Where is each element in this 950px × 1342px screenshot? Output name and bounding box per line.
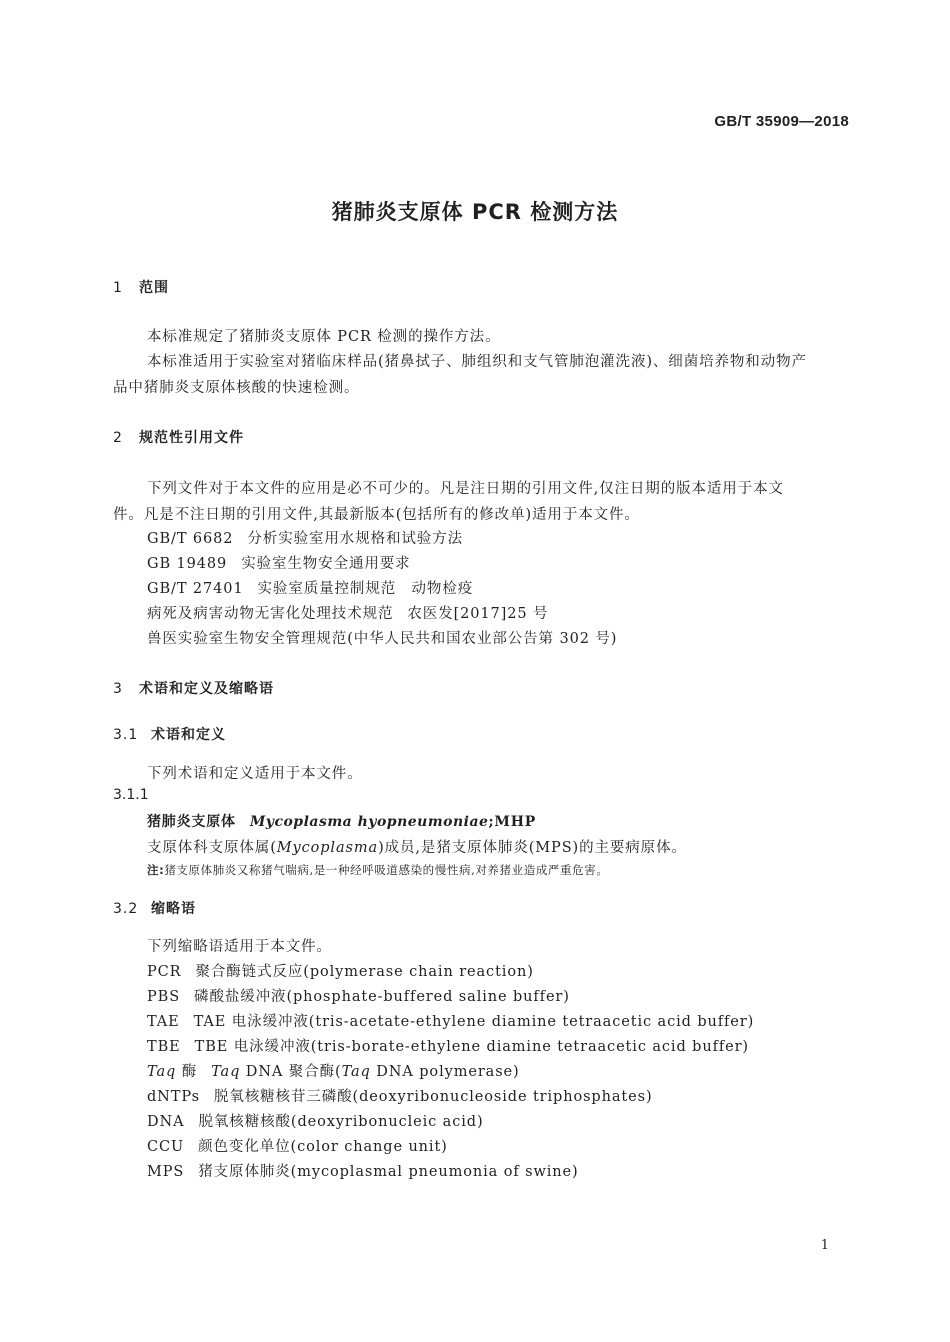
reference-item — [147, 552, 411, 573]
section-number: 3.1 — [113, 727, 139, 743]
abbreviation-text: DNA 聚合酶( — [240, 1064, 342, 1080]
term-english: Mycoplasma hyopneumoniae — [249, 814, 489, 830]
term-entry — [147, 811, 536, 831]
abbreviation-text: TBE 电泳缓冲液(tris-borate-ethylene diamine tetraacetic acid buffer) — [194, 1039, 749, 1055]
s2-paragraph-line-2: 件。凡是不注日期的引用文件,其最新版本(包括所有的修改单)适用于本文件。 — [113, 507, 640, 523]
section-title: 范围 — [139, 280, 169, 296]
abbreviation-text: DNA polymerase) — [370, 1064, 520, 1080]
abbreviation-text: 磷酸盐缓冲液(phosphate-buffered saline buffer) — [194, 989, 570, 1005]
definition-text: )成员,是猪支原体肺炎(MPS)的主要病原体。 — [378, 840, 687, 856]
standard-code: GB/T 35909—2018 — [714, 113, 849, 130]
term-note — [147, 862, 608, 878]
section-3-heading — [113, 678, 274, 698]
abbreviation-item — [147, 960, 534, 981]
abbreviation-key: TAE — [147, 1014, 180, 1030]
definition-text: 支原体科支原体属( — [147, 840, 277, 856]
section-title: 术语和定义 — [151, 727, 226, 743]
s1-paragraph-2-line-2: 品中猪肺炎支原体核酸的快速检测。 — [113, 380, 360, 396]
term-abbreviation: ;MHP — [488, 814, 537, 830]
reference-title: 实验室质量控制规范 动物检疫 — [257, 581, 474, 597]
section-number: 3 — [113, 681, 123, 697]
abbreviation-text: 脱氧核糖核酸(deoxyribonucleic acid) — [198, 1114, 484, 1130]
section-3-2-heading — [113, 898, 196, 918]
section-1-heading — [113, 277, 169, 297]
s31-intro: 下列术语和定义适用于本文件。 — [147, 766, 363, 782]
definition-genus: Mycoplasma — [276, 840, 379, 856]
section-number: 3.2 — [113, 901, 139, 917]
abbreviation-text: 猪支原体肺炎(mycoplasmal pneumonia of swine) — [198, 1164, 579, 1180]
abbreviation-key: MPS — [147, 1164, 185, 1180]
abbreviation-item — [147, 1110, 484, 1131]
abbreviation-key: dNTPs — [147, 1089, 200, 1105]
reference-title: 实验室生物安全通用要求 — [241, 556, 411, 572]
abbreviation-item — [147, 1010, 754, 1031]
reference-item — [147, 602, 548, 623]
term-chinese: 猪肺炎支原体 — [147, 814, 236, 830]
reference-item — [147, 527, 463, 548]
section-2-heading — [113, 427, 244, 447]
reference-code: 病死及病害动物无害化处理技术规范 — [147, 606, 394, 622]
s1-paragraph-2-line-1: 本标准适用于实验室对猪临床样品(猪鼻拭子、肺组织和支气管肺泡灌洗液)、细菌培养物和动物产 — [147, 354, 807, 370]
note-text: 猪支原体肺炎又称猪气喘病,是一种经呼吸道感染的慢性病,对养猪业造成严重危害。 — [164, 863, 609, 877]
section-title: 规范性引用文件 — [139, 430, 244, 446]
section-3-1-heading — [113, 724, 226, 744]
abbreviation-text-italic: Taq — [211, 1064, 241, 1080]
abbreviation-text: 聚合酶链式反应(polymerase chain reaction) — [195, 964, 534, 980]
abbreviation-text: TAE 电泳缓冲液(tris-acetate-ethylene diamine tetraacetic acid buffer) — [193, 1014, 755, 1030]
reference-item — [147, 577, 473, 598]
section-title: 术语和定义及缩略语 — [139, 681, 274, 697]
abbreviation-item — [147, 1135, 448, 1156]
abbreviation-text: 颜色变化单位(color change unit) — [198, 1139, 448, 1155]
reference-code: GB 19489 — [147, 556, 228, 572]
reference-title: 农医发[2017]25 号 — [407, 606, 549, 622]
abbreviation-item — [147, 1060, 520, 1081]
abbreviation-key-suffix: 酶 — [176, 1064, 198, 1080]
section-3-1-1-number: 3.1.1 — [113, 787, 149, 803]
term-definition — [147, 836, 687, 857]
reference-code: GB/T 6682 — [147, 531, 234, 547]
section-number: 2 — [113, 430, 123, 446]
abbreviation-item — [147, 1160, 579, 1181]
reference-code: 兽医实验室生物安全管理规范(中华人民共和国农业部公告第 302 号) — [147, 631, 618, 647]
section-number: 1 — [113, 280, 123, 296]
reference-item — [147, 627, 617, 648]
abbreviation-key: DNA — [147, 1114, 185, 1130]
reference-code: GB/T 27401 — [147, 581, 244, 597]
abbreviation-key: TBE — [147, 1039, 181, 1055]
s2-paragraph-line-1: 下列文件对于本文件的应用是必不可少的。凡是注日期的引用文件,仅注日期的版本适用于本文 — [147, 481, 784, 497]
page-number: 1 — [820, 1238, 829, 1253]
section-title: 缩略语 — [151, 901, 196, 917]
reference-title: 分析实验室用水规格和试验方法 — [247, 531, 464, 547]
abbreviation-key: PCR — [147, 964, 182, 980]
abbreviation-item — [147, 1085, 653, 1106]
abbreviation-key: Taq — [147, 1064, 177, 1080]
abbreviation-item — [147, 985, 570, 1006]
abbreviation-item — [147, 1035, 749, 1056]
abbreviation-key: CCU — [147, 1139, 185, 1155]
document-title: 猪肺炎支原体 PCR 检测方法 — [331, 200, 619, 224]
abbreviation-text: 脱氧核糖核苷三磷酸(deoxyribonucleoside triphosphates) — [213, 1089, 653, 1105]
abbreviation-text-italic: Taq — [341, 1064, 371, 1080]
note-label: 注: — [147, 863, 165, 877]
s1-paragraph-1: 本标准规定了猪肺炎支原体 PCR 检测的操作方法。 — [147, 329, 501, 345]
s32-intro: 下列缩略语适用于本文件。 — [147, 939, 332, 955]
abbreviation-key: PBS — [147, 989, 181, 1005]
